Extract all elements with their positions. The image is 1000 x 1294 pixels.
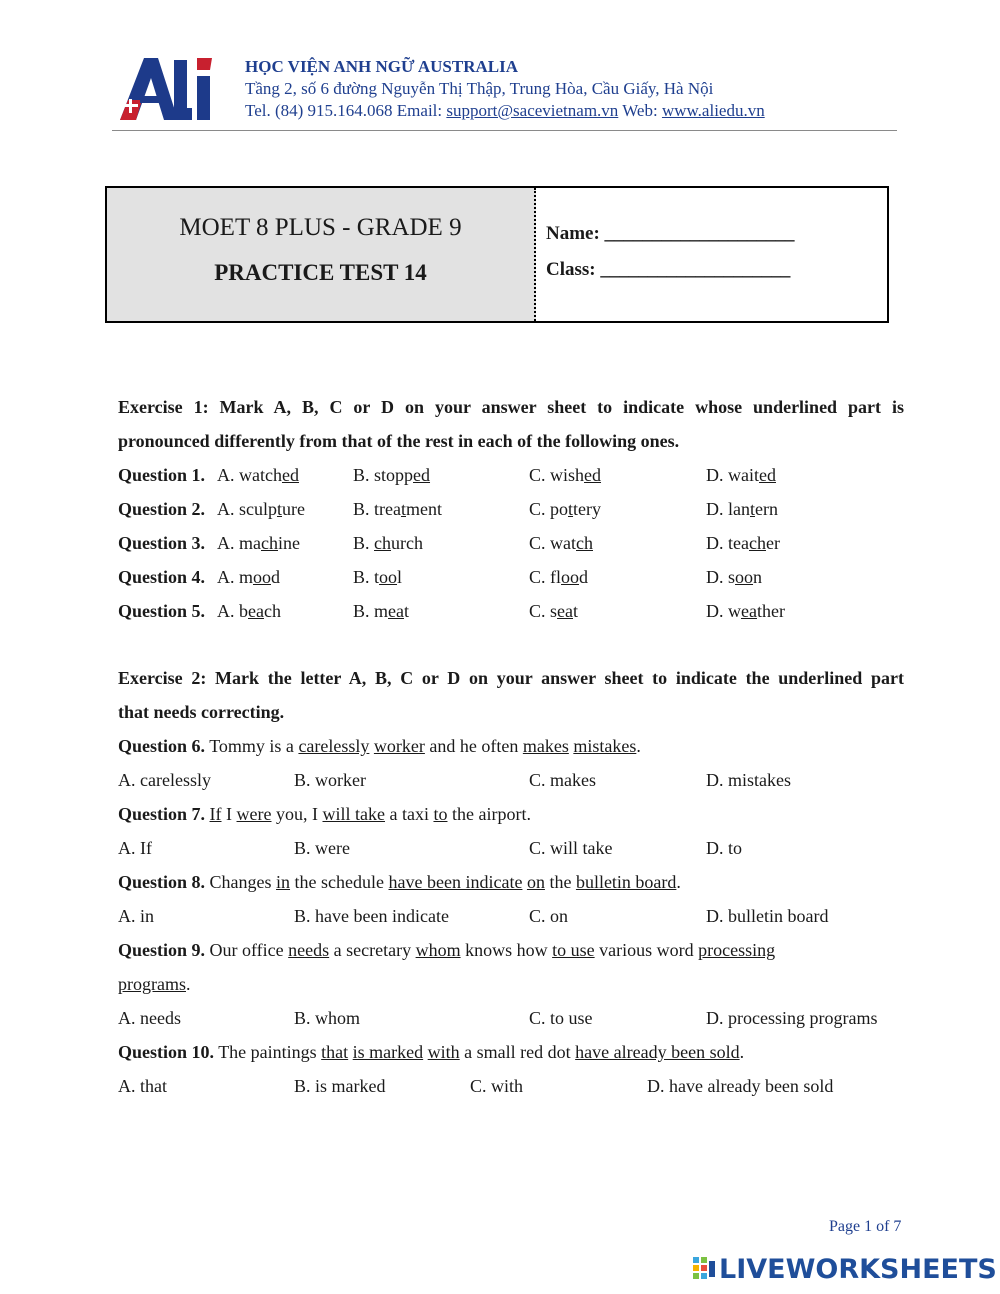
title-panel bbox=[107, 188, 536, 321]
text: you, I bbox=[271, 804, 323, 824]
option-b[interactable]: B. is marked bbox=[294, 1076, 386, 1096]
underlined-part: ed bbox=[584, 465, 602, 485]
text: C. s bbox=[529, 601, 558, 621]
option-a[interactable]: A. that bbox=[118, 1076, 167, 1096]
option-d[interactable]: D. have already been sold bbox=[647, 1076, 834, 1096]
option-d[interactable] bbox=[706, 526, 780, 560]
option-d[interactable] bbox=[706, 458, 776, 492]
underlined-part: that bbox=[321, 1042, 349, 1062]
option-b[interactable]: B. worker bbox=[294, 770, 366, 790]
option-b[interactable] bbox=[353, 560, 402, 594]
option-b[interactable] bbox=[353, 458, 430, 492]
text: various word bbox=[594, 940, 699, 960]
option-c[interactable]: C. will take bbox=[529, 838, 613, 858]
option-d[interactable]: D. bulletin board bbox=[706, 906, 829, 926]
exercise1-heading: Exercise 1: Mark A, B, C or D on your answer sheet to indicate whose underlined part is bbox=[118, 397, 904, 417]
page-number: Page 1 of 7 bbox=[829, 1218, 902, 1235]
underlined-part: with bbox=[427, 1042, 460, 1062]
option-d[interactable]: D. to bbox=[706, 838, 742, 858]
underlined-part: in bbox=[276, 872, 291, 892]
underlined-part: ed bbox=[281, 465, 299, 485]
question-label: Question 5. bbox=[118, 601, 206, 621]
title-box bbox=[105, 186, 889, 323]
option-a[interactable] bbox=[217, 560, 280, 594]
option-c[interactable] bbox=[529, 458, 601, 492]
website-link[interactable]: www.aliedu.vn bbox=[661, 101, 765, 120]
text: B. bbox=[353, 533, 375, 553]
question-2 bbox=[118, 492, 904, 526]
underlined-part: will take bbox=[322, 804, 385, 824]
underlined-part: t bbox=[750, 499, 756, 519]
underlined-part: worker bbox=[373, 736, 425, 756]
text: . bbox=[739, 1042, 745, 1062]
text: C. wat bbox=[529, 533, 576, 553]
text: B. m bbox=[353, 601, 389, 621]
question-6 bbox=[118, 729, 904, 763]
text: ch bbox=[263, 601, 281, 621]
option-a[interactable] bbox=[217, 594, 281, 628]
underlined-part: ch bbox=[374, 533, 392, 553]
text: Our office bbox=[205, 940, 289, 960]
text: A. ma bbox=[217, 533, 261, 553]
underlined-part: t bbox=[277, 499, 283, 519]
text: ern bbox=[755, 499, 778, 519]
text: a secretary bbox=[329, 940, 416, 960]
text: urch bbox=[391, 533, 423, 553]
text: the schedule bbox=[290, 872, 389, 892]
question-9 bbox=[118, 933, 904, 967]
option-c[interactable]: C. to use bbox=[529, 1008, 593, 1028]
underlined-part: ch bbox=[261, 533, 278, 553]
text: D. tea bbox=[706, 533, 749, 553]
question-8-options bbox=[118, 899, 904, 933]
text: D. w bbox=[706, 601, 741, 621]
web-label: Web: bbox=[618, 101, 662, 120]
underlined-part: ch bbox=[576, 533, 593, 553]
text: ther bbox=[756, 601, 785, 621]
exercise1-heading-cont: pronounced differently from that of the rest in each of the following ones. bbox=[118, 431, 680, 451]
option-a[interactable] bbox=[217, 458, 299, 492]
underlined-part: ed bbox=[759, 465, 776, 485]
text: er bbox=[765, 533, 780, 553]
question-label: Question 6. bbox=[118, 736, 206, 756]
text: B. trea bbox=[353, 499, 401, 519]
text: B. t bbox=[353, 567, 380, 587]
text: D. s bbox=[706, 567, 736, 587]
question-6-options bbox=[118, 763, 904, 797]
name-field: Name: ____________________ bbox=[546, 223, 795, 244]
text: t bbox=[404, 601, 410, 621]
school-address: Tầng 2, số 6 đường Nguyễn Thị Thập, Trung Hòa, Cầu Giấy, Hà Nội bbox=[245, 79, 714, 98]
contact-prefix: Tel. (84) 915.164.068 Email: bbox=[245, 101, 447, 120]
question-label: Question 7. bbox=[118, 804, 206, 824]
underlined-part: processing bbox=[698, 940, 776, 960]
underlined-part: ea bbox=[557, 601, 573, 621]
underlined-part: ed bbox=[413, 465, 431, 485]
option-b[interactable]: B. have been indicate bbox=[294, 906, 449, 926]
option-c[interactable] bbox=[529, 594, 578, 628]
email-link[interactable]: support@sacevietnam.vn bbox=[446, 101, 619, 120]
text: . bbox=[676, 872, 681, 892]
header-info bbox=[245, 56, 765, 122]
text: n bbox=[753, 567, 763, 587]
contact-line bbox=[245, 100, 765, 122]
text: t bbox=[573, 601, 579, 621]
text: and he often bbox=[424, 736, 523, 756]
underlined-part: bulletin board bbox=[575, 872, 677, 892]
question-3 bbox=[118, 526, 904, 560]
question-label: Question 10. bbox=[118, 1042, 215, 1062]
question-label: Question 2. bbox=[118, 499, 206, 519]
school-name: HỌC VIỆN ANH NGỮ AUSTRALIA bbox=[245, 57, 518, 76]
option-a[interactable]: A. needs bbox=[118, 1008, 181, 1028]
text: A. m bbox=[217, 567, 253, 587]
option-a[interactable]: A. If bbox=[118, 838, 152, 858]
question-label: Question 9. bbox=[118, 940, 206, 960]
option-d[interactable]: D. mistakes bbox=[706, 770, 791, 790]
underlined-part: have already been sold bbox=[575, 1042, 740, 1062]
worksheet-content bbox=[118, 390, 904, 1103]
underlined-part: whom bbox=[415, 940, 461, 960]
question-7 bbox=[118, 797, 904, 831]
test-title: PRACTICE TEST 14 bbox=[214, 260, 427, 285]
text: ment bbox=[406, 499, 442, 519]
text: tery bbox=[573, 499, 602, 519]
question-label: Question 3. bbox=[118, 533, 206, 553]
option-b[interactable] bbox=[353, 492, 442, 526]
option-c[interactable] bbox=[529, 492, 601, 526]
option-a[interactable]: A. carelessly bbox=[118, 770, 211, 790]
option-d[interactable] bbox=[706, 594, 785, 628]
underlined-part: ea bbox=[388, 601, 404, 621]
question-9-cont bbox=[118, 967, 904, 1001]
option-c[interactable] bbox=[529, 526, 593, 560]
text: the airport. bbox=[447, 804, 531, 824]
class-field: Class: ____________________ bbox=[546, 259, 791, 280]
underlined-part: If bbox=[209, 804, 222, 824]
question-4 bbox=[118, 560, 904, 594]
exercise2-heading-cont: that needs correcting. bbox=[118, 702, 285, 722]
text: C. wish bbox=[529, 465, 585, 485]
question-label: Question 1. bbox=[118, 465, 206, 485]
option-c[interactable]: C. with bbox=[470, 1076, 524, 1096]
option-b[interactable]: B. whom bbox=[294, 1008, 361, 1028]
text: a small red dot bbox=[459, 1042, 576, 1062]
liveworksheets-icon bbox=[693, 1257, 715, 1281]
underlined-part: to use bbox=[552, 940, 595, 960]
text: C. fl bbox=[529, 567, 562, 587]
text: A. sculp bbox=[217, 499, 277, 519]
ali-logo bbox=[118, 52, 220, 124]
question-8 bbox=[118, 865, 904, 899]
option-a[interactable] bbox=[217, 492, 305, 526]
logo-text: ALi bbox=[148, 123, 150, 124]
option-c[interactable]: C. on bbox=[529, 906, 569, 926]
text: knows how bbox=[460, 940, 553, 960]
question-10-options bbox=[118, 1069, 904, 1103]
text: C. po bbox=[529, 499, 569, 519]
question-10 bbox=[118, 1035, 904, 1069]
exercise2-heading: Exercise 2: Mark the letter A, B, C or D on your answer sheet to indicate the underlined part bbox=[118, 668, 904, 688]
underlined-part: needs bbox=[288, 940, 330, 960]
question-label: Question 4. bbox=[118, 567, 206, 587]
option-b[interactable]: B. were bbox=[294, 838, 350, 858]
text: the bbox=[544, 872, 576, 892]
option-d[interactable] bbox=[706, 492, 778, 526]
text: D. wait bbox=[706, 465, 759, 485]
underlined-part: were bbox=[236, 804, 272, 824]
question-5 bbox=[118, 594, 904, 628]
text: l bbox=[397, 567, 403, 587]
question-label: Question 8. bbox=[118, 872, 206, 892]
option-d[interactable] bbox=[706, 560, 762, 594]
text: B. stopp bbox=[353, 465, 414, 485]
option-c[interactable] bbox=[529, 560, 588, 594]
question-9-options bbox=[118, 1001, 904, 1035]
text: d bbox=[271, 567, 280, 587]
underlined-part: t bbox=[568, 499, 574, 519]
text: ine bbox=[278, 533, 300, 553]
underlined-part: ch bbox=[748, 533, 766, 553]
option-b[interactable] bbox=[353, 594, 409, 628]
underlined-part: is marked bbox=[352, 1042, 424, 1062]
text: d bbox=[579, 567, 589, 587]
underlined-part: have been indicate bbox=[388, 872, 523, 892]
underlined-part: oo bbox=[379, 567, 398, 587]
underlined-part: to bbox=[433, 804, 448, 824]
text: D. lan bbox=[706, 499, 750, 519]
underlined-part: oo bbox=[561, 567, 580, 587]
option-a[interactable] bbox=[217, 526, 300, 560]
text: The paintings bbox=[214, 1042, 322, 1062]
underlined-part: mistakes bbox=[573, 736, 637, 756]
option-b[interactable] bbox=[353, 526, 423, 560]
option-d[interactable]: D. processing programs bbox=[706, 1008, 878, 1028]
text: A. watch bbox=[217, 465, 282, 485]
underlined-part: makes bbox=[522, 736, 569, 756]
option-c[interactable]: C. makes bbox=[529, 770, 596, 790]
text: A. b bbox=[217, 601, 248, 621]
underlined-part: t bbox=[400, 499, 406, 519]
text: ure bbox=[282, 499, 305, 519]
text: Changes bbox=[205, 872, 277, 892]
text: I bbox=[221, 804, 237, 824]
text: . bbox=[636, 736, 641, 756]
underlined-part: ea bbox=[741, 601, 757, 621]
underlined-part: oo bbox=[253, 567, 271, 587]
underlined-part: oo bbox=[735, 567, 754, 587]
header-divider bbox=[112, 130, 897, 131]
underlined-part: carelessly bbox=[298, 736, 370, 756]
liveworksheets-text: LIVEWORKSHEETS bbox=[719, 1253, 997, 1285]
question-1 bbox=[118, 458, 904, 492]
text: a taxi bbox=[384, 804, 434, 824]
course-title: MOET 8 PLUS - GRADE 9 bbox=[179, 214, 462, 241]
text: Tommy is a bbox=[205, 736, 299, 756]
underlined-part: on bbox=[526, 872, 545, 892]
liveworksheets-brand[interactable] bbox=[693, 1253, 997, 1285]
question-7-options bbox=[118, 831, 904, 865]
option-a[interactable]: A. in bbox=[118, 906, 154, 926]
text: . bbox=[185, 974, 191, 994]
underlined-part: ea bbox=[248, 601, 264, 621]
underlined-part: programs bbox=[118, 974, 186, 994]
